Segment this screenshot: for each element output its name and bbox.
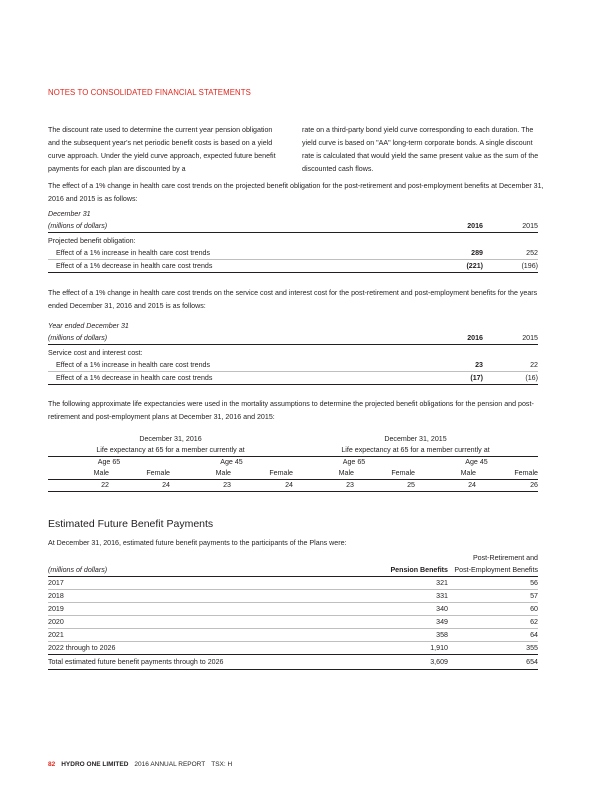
table-cell: 57 bbox=[448, 590, 538, 603]
table-cell: 349 bbox=[378, 616, 448, 629]
life-value: 23 bbox=[293, 480, 354, 492]
table-heading: Projected benefit obligation: bbox=[48, 237, 136, 245]
table-units: (millions of dollars) bbox=[48, 332, 428, 345]
table-cell: 355 bbox=[448, 642, 538, 655]
intro-text-left: The discount rate used to determine the current year pension obligation and the subsequent year's net periodic benefit costs is based on a yield curve approach. Under the yield curve approach, expected future benefit payments for each plan are discounted by a bbox=[48, 126, 276, 173]
table-row-label: 2017 bbox=[48, 577, 378, 590]
table-units: (millions of dollars) bbox=[48, 564, 378, 577]
post-retirement-header-line1: Post-Retirement and bbox=[472, 554, 538, 562]
report-name: 2016 ANNUAL REPORT bbox=[134, 761, 206, 768]
table-future-benefit-payments bbox=[48, 552, 538, 670]
table-total-cell: 654 bbox=[448, 655, 538, 670]
table-row-label: 2018 bbox=[48, 590, 378, 603]
life-date-2016: December 31, 2016 bbox=[139, 435, 202, 443]
post-retirement-header-line2: Post-Employment Benefits bbox=[448, 564, 538, 577]
table-life-expectancy bbox=[48, 434, 538, 492]
life-male-header: Male bbox=[293, 468, 354, 480]
table-cell: 331 bbox=[378, 590, 448, 603]
table-cell: (17) bbox=[428, 372, 483, 385]
table-row-label: 2020 bbox=[48, 616, 378, 629]
year-2015-header: 2015 bbox=[483, 332, 538, 345]
table-cell: 252 bbox=[483, 247, 538, 260]
table-cell: (16) bbox=[483, 372, 538, 385]
table-row-label: Effect of a 1% decrease in health care cost trends bbox=[48, 260, 428, 273]
intro-column-right bbox=[302, 124, 540, 176]
life-date-2015: December 31, 2015 bbox=[384, 435, 447, 443]
table-cell: 340 bbox=[378, 603, 448, 616]
life-female-header: Female bbox=[231, 468, 293, 480]
life-male-header: Male bbox=[170, 468, 231, 480]
life-age-45-2016: Age 45 bbox=[220, 458, 243, 466]
life-value: 26 bbox=[476, 480, 538, 492]
table-row-label: 2019 bbox=[48, 603, 378, 616]
life-value: 24 bbox=[109, 480, 170, 492]
table-cell: 1,910 bbox=[378, 642, 448, 655]
table-row-label: Effect of a 1% increase in health care cost trends bbox=[48, 247, 428, 260]
paragraph-life-expectancy: The following approximate life expectancies were used in the mortality assumptions to determine the projected benefit obligations for the pension and post-retirement and post-employment plans at December 31, 2016 and 2015: bbox=[48, 400, 534, 421]
table-total-label: Total estimated future benefit payments through to 2026 bbox=[48, 655, 378, 670]
life-subheader-2016: Life expectancy at 65 for a member currently at bbox=[48, 445, 293, 457]
life-age-45-2015: Age 45 bbox=[465, 458, 488, 466]
table-cell: 289 bbox=[428, 247, 483, 260]
intro-text-right: rate on a third-party bond yield curve corresponding to each duration. The yield curve is based on "AA" long-term corporate bonds. A single discount rate is calculated that would yield the same present value as the sum of the discounted cash flows. bbox=[302, 126, 539, 173]
table-row-label: Effect of a 1% decrease in health care cost trends bbox=[48, 372, 428, 385]
table-date-label: December 31 bbox=[48, 210, 91, 218]
life-female-header: Female bbox=[354, 468, 415, 480]
table-total-cell: 3,609 bbox=[378, 655, 448, 670]
table-cell: 358 bbox=[378, 629, 448, 642]
life-subheader-2015: Life expectancy at 65 for a member currently at bbox=[293, 445, 538, 457]
table-cell: 60 bbox=[448, 603, 538, 616]
table-row-label: Effect of a 1% increase in health care cost trends bbox=[48, 359, 428, 372]
section-title: NOTES TO CONSOLIDATED FINANCIAL STATEMENTS bbox=[48, 88, 251, 97]
table-service-interest-cost bbox=[48, 320, 538, 385]
life-female-header: Female bbox=[109, 468, 170, 480]
pension-benefits-header: Pension Benefits bbox=[378, 564, 448, 577]
page-footer bbox=[48, 761, 232, 768]
year-2015-header: 2015 bbox=[483, 220, 538, 233]
intro-column-left bbox=[48, 124, 286, 176]
life-value: 22 bbox=[48, 480, 109, 492]
table-units: (millions of dollars) bbox=[48, 220, 428, 233]
table-projected-benefit-obligation bbox=[48, 208, 538, 273]
life-value: 24 bbox=[415, 480, 476, 492]
life-age-65-2016: Age 65 bbox=[97, 458, 121, 466]
table-heading: Service cost and interest cost: bbox=[48, 349, 143, 357]
life-value: 23 bbox=[170, 480, 231, 492]
table-row-label: 2022 through to 2026 bbox=[48, 642, 378, 655]
paragraph-health-care-service-cost: The effect of a 1% change in health care cost trends on the service cost and interest cost for the post-retirement and post-employment benefits for the years ended December 31, 2016 and 2015 is as follows: bbox=[48, 289, 538, 310]
table-cell: 22 bbox=[483, 359, 538, 372]
life-value: 25 bbox=[354, 480, 415, 492]
life-male-header: Male bbox=[415, 468, 476, 480]
year-2016-header: 2016 bbox=[428, 332, 483, 345]
heading-estimated-future-benefit-payments: Estimated Future Benefit Payments bbox=[48, 518, 214, 530]
tsx-symbol: TSX: H bbox=[211, 761, 233, 768]
life-male-header: Male bbox=[48, 468, 109, 480]
company-name: HYDRO ONE LIMITED bbox=[61, 761, 129, 768]
table-cell: 62 bbox=[448, 616, 538, 629]
table-cell: 321 bbox=[378, 577, 448, 590]
paragraph-health-care-obligation: The effect of a 1% change in health care cost trends on the projected benefit obligation for the post-retirement and post-employment benefits at December 31, 2016 and 2015 is as follows: bbox=[48, 182, 544, 203]
paragraph-future-payments: At December 31, 2016, estimated future benefit payments to the participants of the Plans were: bbox=[48, 539, 347, 547]
year-2016-header: 2016 bbox=[428, 220, 483, 233]
page-number: 82 bbox=[48, 761, 56, 768]
table-cell: 64 bbox=[448, 629, 538, 642]
life-value: 24 bbox=[231, 480, 293, 492]
table-cell: 56 bbox=[448, 577, 538, 590]
table-cell: 23 bbox=[428, 359, 483, 372]
table-row-label: 2021 bbox=[48, 629, 378, 642]
life-age-65-2015: Age 65 bbox=[342, 458, 366, 466]
table-date-label: Year ended December 31 bbox=[48, 322, 129, 330]
table-cell: (221) bbox=[428, 260, 483, 273]
table-cell: (196) bbox=[483, 260, 538, 273]
life-female-header: Female bbox=[476, 468, 538, 480]
